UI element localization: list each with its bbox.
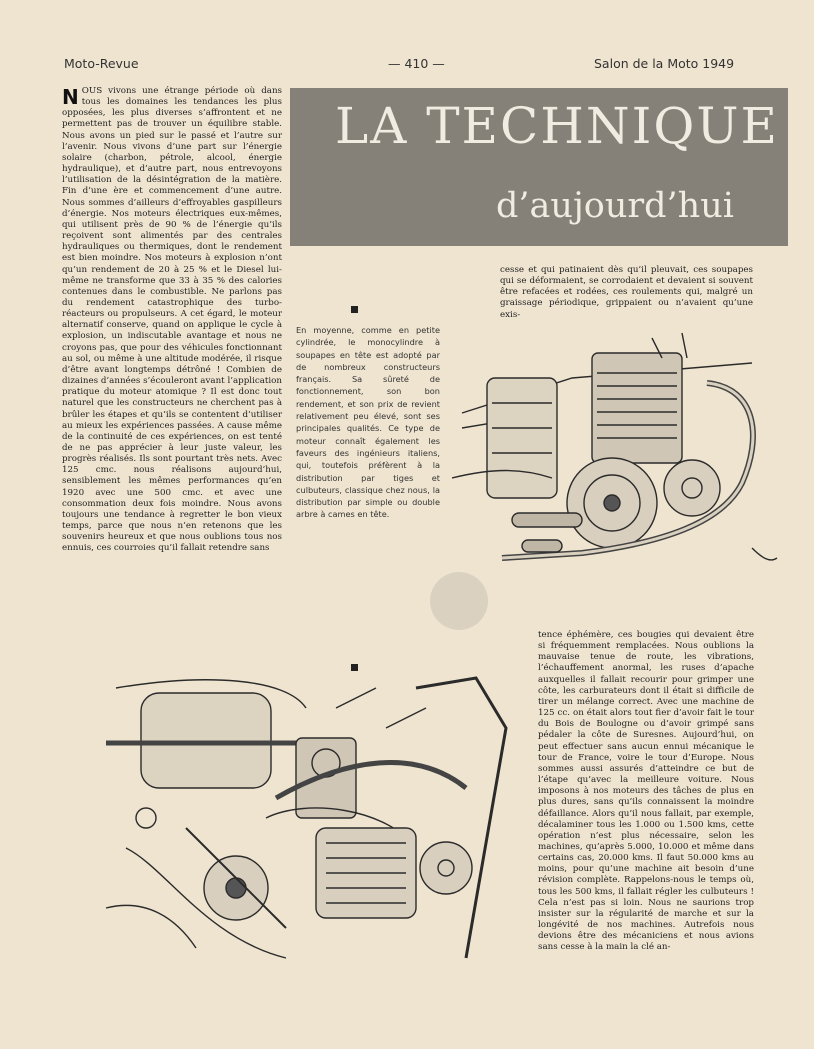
article-subtitle: d’aujourd’hui [496, 186, 734, 226]
caption-column: En moyenne, comme en petite cylindrée, le monocylindre à soupapes en tête est adopté par de nombreux constructeurs français. Sa sûreté de fonctionnement, son bon rendement, et son prix de revient relativement peu élevé, sont ses principales qualités. Ce type de moteur connaît également les faveurs des ingénieurs italiens, qui, toutefois préfèrent à la distribution par tiges et culbuteurs, classique chez nous, la distribution par simple ou double arbre à cames en tête. [296, 325, 440, 520]
header-page-number: — 410 — [388, 56, 445, 71]
engine-illustration-top [452, 318, 782, 588]
column-1-text: OUS vivons une étrange période où dans tous les domaines les tendances les plus opposées, les plus diverses s’affrontent et ne permettent pas de trouver un équilibre stable. Nous avons un pied sur le passé et l’autre sur l’avenir. Nous vivons d’une part sur l’énergie solaire (charbon, pétrole, alcool, énergie hydraulique), et d’autre part, nous entrevoyons l’utilisation de la désintégration de la matière. Fin d’une ère et commencement d’une autre. Nous sommes d’ailleurs d’effroyables gaspilleurs d’énergie. Nos moteurs électriques eux-mêmes, qui utilisent près de 90 % de l’énergie qu’ils reçoivent sont alimentés par des centrales hydrauliques ou thermiques, dont le rendement est bien moindre. Nos moteurs à explosion n’ont qu’un rendement de 20 à 25 % et le Diesel lui-même ne transforme que 33 à 35 % des calories contenues dans le combustible. Ne parlons pas du rendement catastrophique des turbo-réacteurs ou propulseurs. A cet égard, le moteur alternatif conserve, quand on applique le cycle à explosion, un indiscutable avantage et nous ne croyons pas, que pour des véhicules fonctionnant au sol, ou même à une altitude modérée, il risque d’être avant longtemps détrôné ! Combien de dizaines d’années s’écouleront avant l’application pratique du moteur atomique ? Il est donc tout naturel que les constructeurs ne cherchent pas à brûler les étapes et qu’ils se contentent d’utiliser au mieux les expériences passées. A cause même de la continuité de ces expériences, on est tenté de ne pas apprécier à leur juste valeur, les progrès réalisés. Ils sont pourtant très nets. Avec 125 cmc. nous réalisons aujourd’hui, sensiblement les mêmes performances qu’en 1920 avec une 500 cmc. et avec une consommation deux fois moindre. Nous avons toujours une tendance à regretter le bon vieux temps, parce que nous n’en retenons que les souvenirs heureux et que nous oublions tous nos ennuis, ces courroies qu’il fallait retendre sans [62, 86, 282, 554]
header-issue-title: Salon de la Moto 1949 [594, 56, 735, 71]
article-column-1 [62, 86, 282, 555]
article-column-4: tence éphémère, ces bougies qui devaient être si fréquemment remplacées. Nous oublions la mauvaise tenue de route, les vibrations, l’échauffement anormal, les ruses d’apache auxquelles il fallait recourir pour grimper une côte, les carburateurs dont il était si difficile de tirer un mélange correct. Avec une machine de 125 cc. on était alors tout fier d’avoir fait le tour du Bois de Boulogne ou d’avoir grimpé sans pédaler la côte de Suresnes. Aujourd’hui, on peut effectuer sans aucun ennui mécanique le tour de France, voire le tour d’Europe. Nous sommes aussi assurés d’atteindre ce but de l’étape qu’avec la meilleure voiture. Nous imposons à nos moteurs des tâches de plus en plus dures, sans qu’ils connaissent la moindre défaillance. Alors qu’il nous fallait, par exemple, décalaminer tous les 1.000 ou 1.500 kms, cette opération n’est plus nécessaire, selon les machines, qu’après 5.000, 10.000 et même dans certains cas, 20.000 kms. Il faut 50.000 kms au moins, pour qu’une machine ait besoin d’une révision complète. Rappelons-nous le temps où, tous les 500 kms, il fallait régler les culbuteurs ! Cela n’est pas si loin. Nous ne saurions trop insister sur la régularité de marche et sur la longévité de nos machines. Autrefois nous devions être des mécaniciens et nous avions sans cesse à la main la clé an- [538, 630, 754, 953]
drop-cap: N [62, 85, 79, 109]
header-magazine-name: Moto-Revue [64, 56, 139, 71]
article-title: LA TECHNIQUE [335, 97, 780, 155]
engine-illustration-bottom [86, 668, 526, 968]
article-column-3: cesse et qui patinaient dès qu’il pleuvait, ces soupapes qui se déformaient, se corrodaient et devaient si souvent être refacées et rodées, ces roulements qui, malgré un graissage périodique, grippaient ou n’avaient qu’une exis- [500, 265, 753, 320]
section-separator [351, 306, 358, 313]
